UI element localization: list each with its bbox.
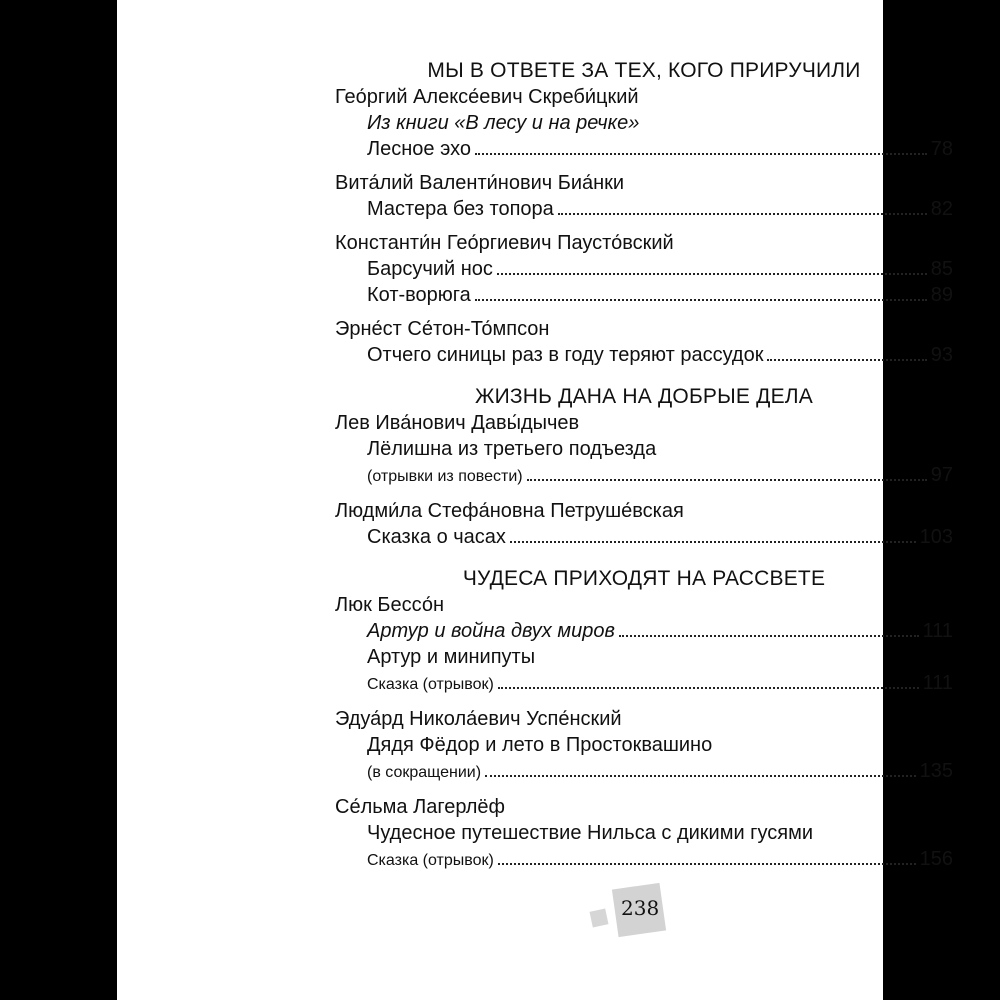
page-ref: 85 [930,258,953,280]
toc-entry[interactable] [335,462,953,490]
book-title: Дядя Фёдор и лето в Простоквашино [367,734,713,756]
entry-title: Лесное эхо [367,138,471,160]
page-ref: 97 [930,464,953,486]
dot-leader [485,775,916,777]
toc-entry[interactable] [335,846,953,874]
author-name: Лев Ива́нович Давы́дычев [335,412,580,434]
page-ref: 156 [919,848,953,870]
toc-entry[interactable] [335,758,953,786]
toc-entry[interactable] [335,282,953,308]
toc-entry[interactable] [335,136,953,162]
entry-title: Сказка (отрывок) [367,676,494,693]
entry-title: Отчего синицы раз в году теряют рассудок [367,344,764,366]
page-ref: 135 [919,760,953,782]
section-heading: МЫ В ОТВЕТЕ ЗА ТЕХ, КОГО ПРИРУЧИЛИ [427,59,861,82]
author-name: Се́льма Лагерлёф [335,796,505,818]
section-heading: ЖИЗНЬ ДАНА НА ДОБРЫЕ ДЕЛА [475,385,813,408]
section-heading: ЧУДЕСА ПРИХОДЯТ НА РАССВЕТЕ [462,567,826,590]
entry-title: Артур и война двух миров [367,620,615,642]
page-ref: 111 [922,620,953,642]
book-page [117,0,953,1000]
page-ref: 93 [930,344,953,366]
dot-leader [510,541,916,543]
dot-leader [527,479,927,481]
decor-square-small [590,909,609,928]
entry-title: Сказка (отрывок) [367,852,494,869]
page-ref: 78 [930,138,953,160]
page-ref: 82 [930,198,953,220]
dot-leader [475,153,927,155]
toc-entry[interactable] [335,618,953,644]
dot-leader [767,359,926,361]
book-title: Артур и минипуты [367,646,536,668]
book-title: Лёлишна из третьего подъезда [367,438,657,460]
page-ref: 89 [930,284,953,306]
book-title: Чудесное путешествие Нильса с дикими гусями [367,822,814,844]
dot-leader [498,687,919,689]
dot-leader [497,273,927,275]
page-number: 238 [621,896,660,920]
entry-title: Барсучий нос [367,258,493,280]
author-name: Константи́н Гео́ргиевич Паусто́вский [335,232,674,254]
toc-entry[interactable] [335,670,953,698]
dot-leader [558,213,927,215]
page-number-badge [591,882,671,938]
entry-title: Кот-ворюга [367,284,471,306]
book-title: Из книги «В лесу и на речке» [367,112,640,134]
author-name: Эдуа́рд Никола́евич Успе́нский [335,708,622,730]
author-name: Вита́лий Валенти́нович Биа́нки [335,172,625,194]
author-name: Людми́ла Стефа́новна Петруше́вская [335,500,684,522]
toc-entry[interactable] [335,256,953,282]
page-ref: 103 [919,526,953,548]
entry-title: Мастера без топора [367,198,554,220]
toc-entry[interactable] [335,196,953,222]
page-ref: 111 [922,672,953,694]
toc-entry[interactable] [335,524,953,550]
entry-title: (в сокращении) [367,764,482,781]
dot-leader [498,863,916,865]
entry-title: Сказка о часах [367,526,506,548]
table-of-contents [335,58,953,874]
author-name: Люк Бессо́н [335,594,445,616]
dot-leader [475,299,927,301]
dot-leader [619,635,919,637]
toc-entry[interactable] [335,342,953,368]
author-name: Гео́ргий Алексе́евич Скреби́цкий [335,86,639,108]
author-name: Эрне́ст Се́тон-То́мпсон [335,318,550,340]
entry-title: (отрывки из повести) [367,468,523,485]
